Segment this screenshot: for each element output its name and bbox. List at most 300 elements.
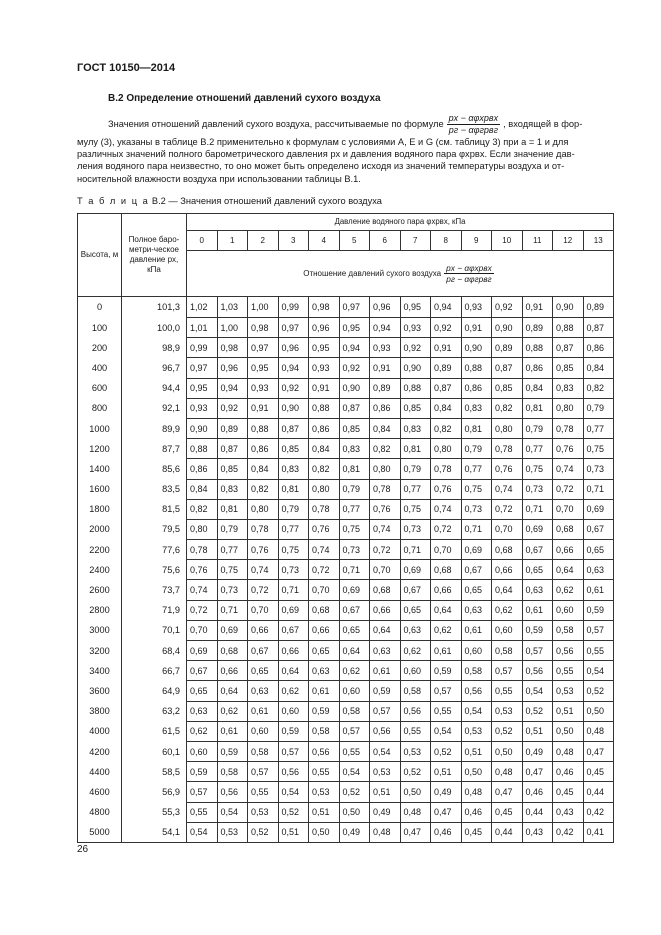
- ratio-cell: 0,70: [248, 600, 279, 620]
- height-cell: 4200: [78, 741, 122, 761]
- ratio-cell: 0,80: [370, 459, 401, 479]
- ratio-cell: 0,65: [309, 641, 340, 661]
- table-row: [78, 741, 614, 761]
- ratio-cell: 0,88: [553, 318, 584, 338]
- ratio-cell: 0,70: [309, 580, 340, 600]
- ratio-cell: 0,98: [248, 318, 279, 338]
- ratio-cell: 0,58: [461, 661, 492, 681]
- ratio-cell: 0,79: [278, 499, 309, 519]
- vapor-value-header: 3: [278, 231, 309, 251]
- ratio-cell: 0,46: [461, 802, 492, 822]
- ratio-cell: 0,52: [431, 741, 462, 761]
- ratio-cell: 0,47: [431, 802, 462, 822]
- ratio-cell: 0,74: [248, 560, 279, 580]
- ratio-cell: 0,77: [461, 459, 492, 479]
- ratio-cell: 0,74: [187, 580, 218, 600]
- ratio-cell: 0,47: [583, 741, 614, 761]
- table-row: [78, 338, 614, 358]
- ratio-cell: 0,57: [187, 782, 218, 802]
- height-cell: 1200: [78, 439, 122, 459]
- ratio-cell: 0,80: [431, 439, 462, 459]
- vapor-value-header: 10: [492, 231, 523, 251]
- ratio-cell: 0,52: [248, 822, 279, 842]
- ratio-cell: 0,65: [461, 580, 492, 600]
- ratio-cell: 0,94: [278, 358, 309, 378]
- pressure-cell: 98,9: [122, 338, 187, 358]
- ratio-cell: 0,46: [553, 762, 584, 782]
- ratio-cell: 0,59: [187, 762, 218, 782]
- table-row: [78, 620, 614, 640]
- ratio-cell: 0,96: [278, 338, 309, 358]
- ratio-cell: 0,82: [492, 398, 523, 418]
- ratio-cell: 0,41: [583, 822, 614, 842]
- ratio-cell: 1,00: [217, 318, 248, 338]
- ratio-cell: 0,72: [431, 519, 462, 539]
- table-row: [78, 479, 614, 499]
- ratio-cell: 0,82: [370, 439, 401, 459]
- ratio-cell: 0,86: [187, 459, 218, 479]
- ratio-cell: 0,56: [278, 762, 309, 782]
- ratio-cell: 0,73: [339, 540, 370, 560]
- ratio-cell: 0,69: [217, 620, 248, 640]
- height-cell: 1600: [78, 479, 122, 499]
- ratio-cell: 0,58: [309, 721, 340, 741]
- ratio-cell: 0,77: [400, 479, 431, 499]
- ratio-cell: 0,44: [522, 802, 553, 822]
- pressure-column-header: Полное баро-метри-ческое давление px, кПа: [122, 214, 187, 297]
- ratio-cell: 0,66: [278, 641, 309, 661]
- ratio-cell: 0,95: [309, 338, 340, 358]
- height-cell: 0: [78, 297, 122, 318]
- ratio-cell: 0,69: [339, 580, 370, 600]
- ratio-cell: 0,81: [217, 499, 248, 519]
- ratio-cell: 0,61: [370, 661, 401, 681]
- ratio-cell: 0,92: [217, 398, 248, 418]
- ratio-cell: 0,56: [522, 661, 553, 681]
- ratio-cell: 0,61: [217, 721, 248, 741]
- ratio-cell: 0,71: [461, 519, 492, 539]
- ratio-cell: 0,48: [370, 822, 401, 842]
- ratio-cell: 1,00: [248, 297, 279, 318]
- ratio-cell: 0,98: [217, 338, 248, 358]
- height-cell: 4600: [78, 782, 122, 802]
- ratio-cell: 0,49: [339, 822, 370, 842]
- ratio-cell: 0,68: [309, 600, 340, 620]
- ratio-cell: 0,65: [248, 661, 279, 681]
- ratio-cell: 0,70: [187, 620, 218, 640]
- ratio-cell: 0,58: [248, 741, 279, 761]
- ratio-cell: 0,86: [583, 338, 614, 358]
- ratio-cell: 0,55: [248, 782, 279, 802]
- ratio-cell: 0,95: [339, 318, 370, 338]
- ratio-cell: 0,52: [583, 681, 614, 701]
- vapor-pressure-header: Давление водяного пара φxpвх, кПа: [187, 214, 614, 231]
- height-cell: 800: [78, 398, 122, 418]
- pressure-cell: 79,5: [122, 519, 187, 539]
- ratio-cell: 0,75: [522, 459, 553, 479]
- height-cell: 1000: [78, 418, 122, 438]
- height-cell: 3400: [78, 661, 122, 681]
- formula-fraction: [447, 113, 500, 136]
- ratio-cell: 0,85: [492, 378, 523, 398]
- ratio-cell: 0,67: [583, 519, 614, 539]
- ratio-cell: 0,94: [217, 378, 248, 398]
- ratio-cell: 0,97: [187, 358, 218, 378]
- ratio-cell: 0,93: [461, 297, 492, 318]
- ratio-cell: 0,48: [553, 741, 584, 761]
- pressure-cell: 58,5: [122, 762, 187, 782]
- height-cell: 2000: [78, 519, 122, 539]
- height-cell: 2200: [78, 540, 122, 560]
- ratio-cell: 0,76: [370, 499, 401, 519]
- height-cell: 4800: [78, 802, 122, 822]
- ratio-cell: 0,68: [370, 580, 401, 600]
- ratio-cell: 0,77: [522, 439, 553, 459]
- ratio-cell: 0,93: [370, 338, 401, 358]
- height-column-header: Высота, м: [78, 214, 122, 297]
- height-cell: 2400: [78, 560, 122, 580]
- ratio-cell: 0,92: [431, 318, 462, 338]
- ratio-cell: 0,60: [248, 721, 279, 741]
- ratio-cell: 0,84: [583, 358, 614, 378]
- ratio-cell: 0,72: [309, 560, 340, 580]
- ratio-cell: 0,77: [339, 499, 370, 519]
- ratio-cell: 0,59: [278, 721, 309, 741]
- ratio-cell: 1,01: [187, 318, 218, 338]
- ratio-cell: 0,85: [217, 459, 248, 479]
- pressure-cell: 55,3: [122, 802, 187, 822]
- ratio-cell: 0,99: [278, 297, 309, 318]
- ratio-cell: 0,75: [400, 499, 431, 519]
- ratio-cell: 0,67: [339, 600, 370, 620]
- vapor-value-header: 2: [248, 231, 279, 251]
- height-cell: 5000: [78, 822, 122, 842]
- ratio-cell: 0,68: [553, 519, 584, 539]
- ratio-cell: 0,85: [400, 398, 431, 418]
- ratio-cell: 0,86: [522, 358, 553, 378]
- ratio-cell: 0,48: [492, 762, 523, 782]
- ratio-cell: 0,66: [492, 560, 523, 580]
- pressure-cell: 71,9: [122, 600, 187, 620]
- ratio-cell: 0,54: [583, 661, 614, 681]
- ratio-cell: 0,89: [522, 318, 553, 338]
- ratio-label: Отношение давлений сухого воздуха: [303, 268, 442, 278]
- ratio-cell: 0,89: [217, 418, 248, 438]
- height-cell: 600: [78, 378, 122, 398]
- vapor-value-header: 13: [583, 231, 614, 251]
- vapor-value-header: 11: [522, 231, 553, 251]
- ratio-cell: 0,63: [461, 600, 492, 620]
- pressure-cell: 56,9: [122, 782, 187, 802]
- ratio-cell: 0,62: [217, 701, 248, 721]
- pressure-cell: 96,7: [122, 358, 187, 378]
- ratio-cell: 0,79: [583, 398, 614, 418]
- vapor-value-header: 1: [217, 231, 248, 251]
- vapor-value-header: 8: [431, 231, 462, 251]
- ratio-cell: 0,81: [522, 398, 553, 418]
- ratio-cell: 0,73: [583, 459, 614, 479]
- ratio-cell: 0,95: [187, 378, 218, 398]
- ratio-cell: 0,54: [278, 782, 309, 802]
- ratio-cell: 0,63: [400, 620, 431, 640]
- ratio-cell: 0,94: [339, 338, 370, 358]
- table-row: [78, 600, 614, 620]
- ratio-cell: 0,64: [492, 580, 523, 600]
- ratio-cell: 0,88: [400, 378, 431, 398]
- ratio-cell: 0,82: [583, 378, 614, 398]
- ratio-cell: 0,64: [370, 620, 401, 640]
- pressure-cell: 83,5: [122, 479, 187, 499]
- table-caption: [77, 196, 382, 206]
- ratio-cell: 0,51: [370, 782, 401, 802]
- ratio-cell: 0,45: [492, 802, 523, 822]
- ratio-cell: 0,63: [187, 701, 218, 721]
- ratio-cell: 0,42: [553, 822, 584, 842]
- ratio-cell: 0,78: [309, 499, 340, 519]
- ratio-cell: 0,94: [431, 297, 462, 318]
- ratio-cell: 0,75: [461, 479, 492, 499]
- ratio-cell: 0,57: [370, 701, 401, 721]
- ratio-cell: 0,78: [370, 479, 401, 499]
- ratio-cell: 0,83: [461, 398, 492, 418]
- ratio-cell: 0,91: [431, 338, 462, 358]
- ratio-cell: 0,54: [187, 822, 218, 842]
- table-row: [78, 661, 614, 681]
- vapor-value-header: 4: [309, 231, 340, 251]
- ratio-cell: 0,55: [187, 802, 218, 822]
- ratio-cell: 0,71: [400, 540, 431, 560]
- ratio-cell: 0,81: [339, 459, 370, 479]
- ratio-cell: 0,61: [583, 580, 614, 600]
- ratio-cell: 0,43: [522, 822, 553, 842]
- ratio-cell: 0,54: [461, 701, 492, 721]
- ratio-cell: 0,95: [400, 297, 431, 318]
- ratio-cell: 0,44: [583, 782, 614, 802]
- ratio-cell: 0,96: [370, 297, 401, 318]
- ratio-cell: 0,83: [339, 439, 370, 459]
- ratio-cell: 1,02: [187, 297, 218, 318]
- ratio-cell: 0,62: [400, 641, 431, 661]
- ratio-cell: 0,69: [461, 540, 492, 560]
- ratio-cell: 0,75: [583, 439, 614, 459]
- ratio-cell: 0,45: [461, 822, 492, 842]
- ratio-cell: 0,58: [553, 620, 584, 640]
- ratio-cell: 0,89: [431, 358, 462, 378]
- ratio-cell: 0,67: [522, 540, 553, 560]
- ratio-cell: 0,75: [339, 519, 370, 539]
- ratio-cell: 0,68: [431, 560, 462, 580]
- pressure-cell: 68,4: [122, 641, 187, 661]
- ratio-cell: 0,50: [339, 802, 370, 822]
- vapor-value-header: 6: [370, 231, 401, 251]
- ratio-cell: 0,67: [400, 580, 431, 600]
- intro-line-1-text: Значения отношений давлений сухого воздуха, рассчитываемые по формуле: [108, 118, 444, 129]
- height-cell: 200: [78, 338, 122, 358]
- ratio-cell: 0,62: [278, 681, 309, 701]
- ratio-cell: 0,87: [339, 398, 370, 418]
- ratio-cell: 0,96: [309, 318, 340, 338]
- ratio-cell: 0,56: [217, 782, 248, 802]
- ratio-cell: 0,52: [339, 782, 370, 802]
- ratio-cell: 0,57: [431, 681, 462, 701]
- ratio-cell: 0,53: [217, 822, 248, 842]
- ratio-cell: 0,67: [278, 620, 309, 640]
- standard-code-header: ГОСТ 10150—2014: [77, 62, 176, 74]
- pressure-cell: 85,6: [122, 459, 187, 479]
- section-title: В.2 Определение отношений давлений сухого воздуха: [108, 93, 381, 104]
- table-row: [78, 641, 614, 661]
- ratio-cell: 0,98: [309, 297, 340, 318]
- ratio-cell: 0,76: [248, 540, 279, 560]
- ratio-cell: 0,80: [309, 479, 340, 499]
- table-row: [78, 580, 614, 600]
- vapor-value-header: 9: [461, 231, 492, 251]
- ratio-cell: 0,65: [522, 560, 553, 580]
- ratio-cell: 0,88: [248, 418, 279, 438]
- ratio-cell: 0,64: [339, 641, 370, 661]
- ratio-cell: 0,54: [522, 681, 553, 701]
- ratio-cell: 0,58: [217, 762, 248, 782]
- pressure-cell: 60,1: [122, 741, 187, 761]
- pressure-cell: 75,6: [122, 560, 187, 580]
- ratio-cell: 0,61: [431, 641, 462, 661]
- ratio-cell: 0,51: [461, 741, 492, 761]
- ratio-cell: 0,69: [522, 519, 553, 539]
- ratio-cell: 0,51: [278, 822, 309, 842]
- ratio-cell: 0,50: [553, 721, 584, 741]
- ratio-cell: 0,91: [522, 297, 553, 318]
- intro-line-3: различных значений полного барометрического давления px и давления водяного пара φxpвх. Если значение дав-: [77, 149, 575, 160]
- ratio-cell: 0,53: [400, 741, 431, 761]
- ratio-cell: 0,89: [492, 338, 523, 358]
- ratio-cell: 0,87: [217, 439, 248, 459]
- ratio-cell: 0,72: [492, 499, 523, 519]
- ratio-cell: 0,69: [400, 560, 431, 580]
- ratio-cell: 0,92: [400, 338, 431, 358]
- ratio-cell: 0,86: [309, 418, 340, 438]
- height-cell: 400: [78, 358, 122, 378]
- ratio-cell: 0,93: [309, 358, 340, 378]
- ratio-cell: 0,49: [431, 782, 462, 802]
- ratio-cell: 0,63: [370, 641, 401, 661]
- ratio-cell: 0,90: [339, 378, 370, 398]
- ratio-cell: 0,44: [492, 822, 523, 842]
- ratio-cell: 0,59: [217, 741, 248, 761]
- ratio-cell: 0,91: [248, 398, 279, 418]
- ratio-cell: 0,73: [278, 560, 309, 580]
- ratio-cell: 0,88: [187, 439, 218, 459]
- ratio-cell: 0,83: [400, 418, 431, 438]
- ratio-denominator: pг − αφгpвг: [446, 274, 492, 284]
- ratio-cell: 0,80: [248, 499, 279, 519]
- ratio-cell: 0,54: [217, 802, 248, 822]
- intro-line-1-tail: , входящей в фор-: [503, 118, 583, 129]
- pressure-cell: 73,7: [122, 580, 187, 600]
- ratio-cell: 0,65: [400, 600, 431, 620]
- ratio-cell: 0,74: [492, 479, 523, 499]
- height-cell: 4400: [78, 762, 122, 782]
- ratio-cell: 0,43: [553, 802, 584, 822]
- pressure-cell: 87,7: [122, 439, 187, 459]
- table-row: [78, 297, 614, 318]
- ratio-cell: 0,95: [248, 358, 279, 378]
- ratio-cell: 0,54: [339, 762, 370, 782]
- ratio-cell: 0,71: [339, 560, 370, 580]
- ratio-cell: 0,89: [583, 297, 614, 318]
- ratio-cell: 0,72: [248, 580, 279, 600]
- ratio-cell: 0,52: [400, 762, 431, 782]
- ratio-cell: 0,51: [309, 802, 340, 822]
- ratio-cell: 0,72: [187, 600, 218, 620]
- ratio-cell: 0,84: [370, 418, 401, 438]
- pressure-cell: 70,1: [122, 620, 187, 640]
- ratio-cell: 0,81: [461, 418, 492, 438]
- ratio-cell: 0,53: [309, 782, 340, 802]
- ratio-cell: 0,72: [553, 479, 584, 499]
- ratio-numerator: px − αφxpвх: [446, 263, 492, 273]
- height-cell: 3600: [78, 681, 122, 701]
- ratio-cell: 0,69: [583, 499, 614, 519]
- ratio-cell: 0,59: [583, 600, 614, 620]
- table-row: [78, 358, 614, 378]
- ratio-cell: 0,88: [522, 338, 553, 358]
- ratio-cell: 0,55: [339, 741, 370, 761]
- ratio-cell: 0,87: [553, 338, 584, 358]
- ratio-cell: 0,76: [431, 479, 462, 499]
- ratio-cell: 0,69: [278, 600, 309, 620]
- ratio-cell: 0,65: [339, 620, 370, 640]
- table-caption-text: В.2 — Значения отношений давлений сухого воздуха: [151, 196, 382, 206]
- ratio-cell: 0,87: [492, 358, 523, 378]
- ratio-cell: 0,63: [248, 681, 279, 701]
- table-row: [78, 519, 614, 539]
- ratio-cell: 0,87: [431, 378, 462, 398]
- ratio-cell: 0,84: [522, 378, 553, 398]
- ratio-cell: 0,78: [492, 439, 523, 459]
- vapor-value-header: 0: [187, 231, 218, 251]
- table-body: [78, 297, 614, 843]
- ratio-cell: 0,63: [583, 560, 614, 580]
- intro-line-5: носительной влажности воздуха при использовании таблицы В.1.: [77, 173, 361, 184]
- ratio-cell: 0,64: [217, 681, 248, 701]
- ratio-cell: 0,93: [400, 318, 431, 338]
- ratio-cell: 0,55: [583, 641, 614, 661]
- ratio-cell: 0,73: [217, 580, 248, 600]
- ratio-cell: 0,61: [522, 600, 553, 620]
- ratio-cell: 0,69: [187, 641, 218, 661]
- ratio-cell: 0,54: [431, 721, 462, 741]
- formula-denominator: pг − αφгpвг: [448, 124, 499, 135]
- table-row: [78, 782, 614, 802]
- height-cell: 1800: [78, 499, 122, 519]
- ratio-cell: 0,91: [370, 358, 401, 378]
- ratio-cell: 0,71: [278, 580, 309, 600]
- ratio-cell: 0,80: [492, 418, 523, 438]
- ratio-cell: 0,59: [522, 620, 553, 640]
- ratio-cell: 0,67: [461, 560, 492, 580]
- intro-line-2: мулу (3), указаны в таблице В.2 применительно к формулам с условиями A, E и G (см. таблицу 3) при a = 1 и для: [77, 137, 569, 147]
- ratio-cell: 0,55: [553, 661, 584, 681]
- ratio-cell: 0,83: [217, 479, 248, 499]
- ratio-cell: 0,58: [400, 681, 431, 701]
- ratio-cell: 0,47: [522, 762, 553, 782]
- table-row: [78, 439, 614, 459]
- ratio-cell: 0,76: [187, 560, 218, 580]
- ratio-cell: 0,52: [492, 721, 523, 741]
- ratio-cell: 0,79: [400, 459, 431, 479]
- ratio-cell: 0,99: [187, 338, 218, 358]
- ratio-cell: 0,82: [187, 499, 218, 519]
